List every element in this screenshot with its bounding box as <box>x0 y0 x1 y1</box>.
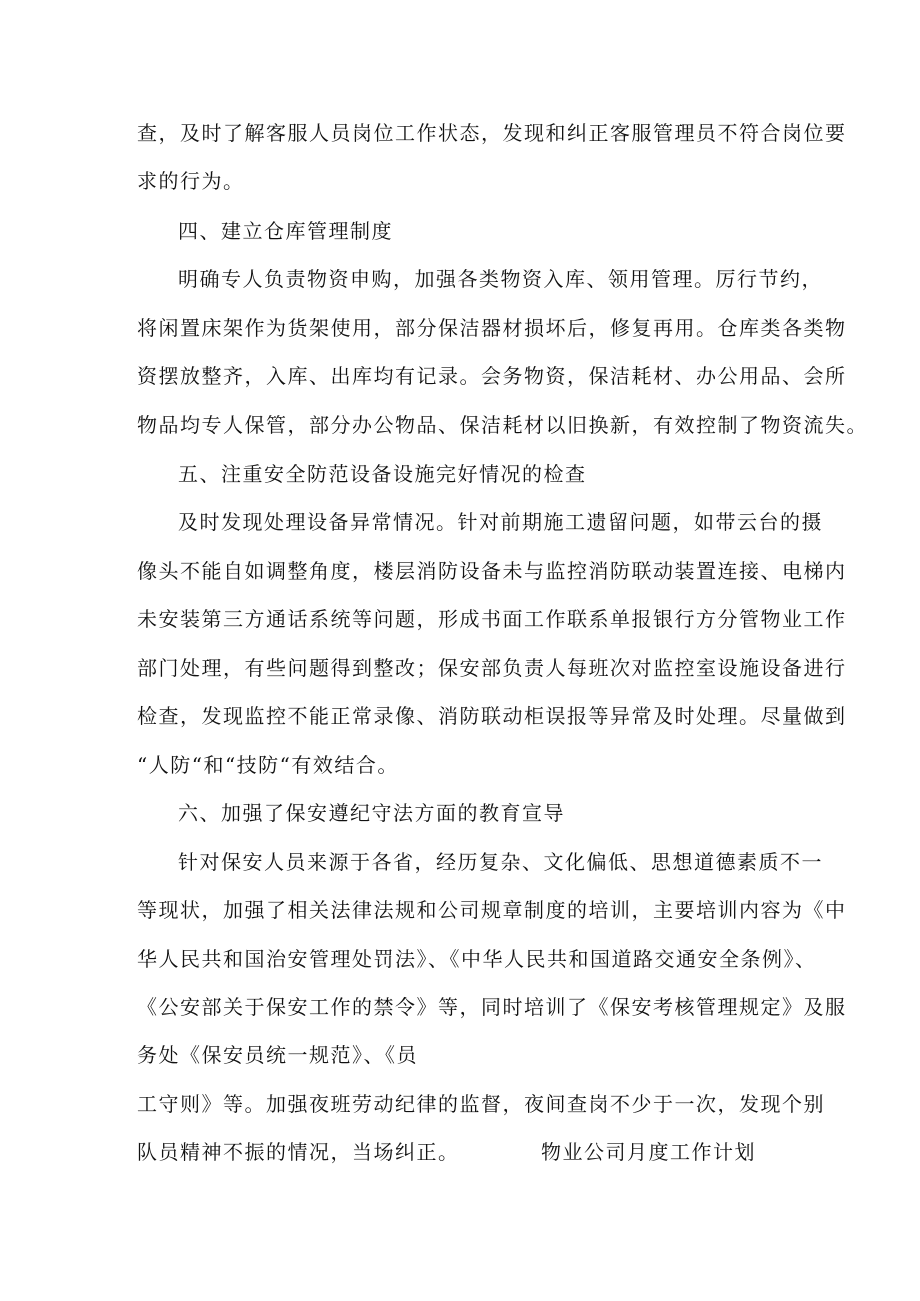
body-line: 部门处理，有些问题得到整改；保安部负责人每班次对监控室设施设备进行 <box>137 656 847 680</box>
body-line: 华人民共和国治安管理处罚法》、《中华人民共和国道路交通安全条例》、 <box>137 947 817 971</box>
body-line: 求的行为。 <box>137 169 245 193</box>
body-line: 未安装第三方通话系统等问题，形成书面工作联系单报银行方分管物业工作 <box>137 607 847 631</box>
body-line: 务处《保安员统一规范》、《员 <box>137 1043 418 1067</box>
body-line: 明确专人负责物资申购，加强各类物资入库、领用管理。厉行节约， <box>178 267 823 291</box>
body-line: 资摆放整齐，入库、出库均有记录。会务物资，保洁耗材、办公用品、会所 <box>137 364 847 388</box>
body-line: 等现状，加强了相关法律法规和公司规章制度的培训，主要培训内容为《中 <box>137 898 847 922</box>
body-line: “人防“和“技防“有效结合。 <box>137 753 399 777</box>
body-line: 查，及时了解客服人员岗位工作状态，发现和纠正客服管理员不符合岗位要 <box>137 121 847 145</box>
section-heading-4: 四、建立仓库管理制度 <box>178 219 393 243</box>
body-line: 检查，发现监控不能正常录像、消防联动柜误报等异常及时处理。尽量做到 <box>137 704 847 728</box>
body-line: 将闲置床架作为货架使用，部分保洁器材损坏后，修复再用。仓库类各类物 <box>137 316 847 340</box>
body-line: 工守则》等。加强夜班劳动纪律的监督，夜间查岗不少于一次，发现个别 <box>137 1092 825 1116</box>
section-heading-6: 六、加强了保安遵纪守法方面的教育宣导 <box>178 801 565 825</box>
body-line: 队员精神不振的情况，当场纠正。 <box>137 1140 460 1164</box>
body-line: 针对保安人员来源于各省，经历复杂、文化偏低、思想道德素质不一 <box>178 850 823 874</box>
body-line: 及时发现处理设备异常情况。针对前期施工遗留问题，如带云台的摄 <box>178 510 823 534</box>
body-line: 像头不能自如调整角度，楼层消防设备未与监控消防联动装置连接、电梯内 <box>137 559 847 583</box>
body-line: 物品均专人保管，部分办公物品、保洁耗材以旧换新，有效控制了物资流失。 <box>137 413 868 437</box>
body-line: 《公安部关于保安工作的禁令》等，同时培训了《保安考核管理规定》及服 <box>137 995 847 1019</box>
section-heading-5: 五、注重安全防范设备设施完好情况的检查 <box>178 462 587 486</box>
footer-title: 物业公司月度工作计划 <box>541 1140 756 1164</box>
